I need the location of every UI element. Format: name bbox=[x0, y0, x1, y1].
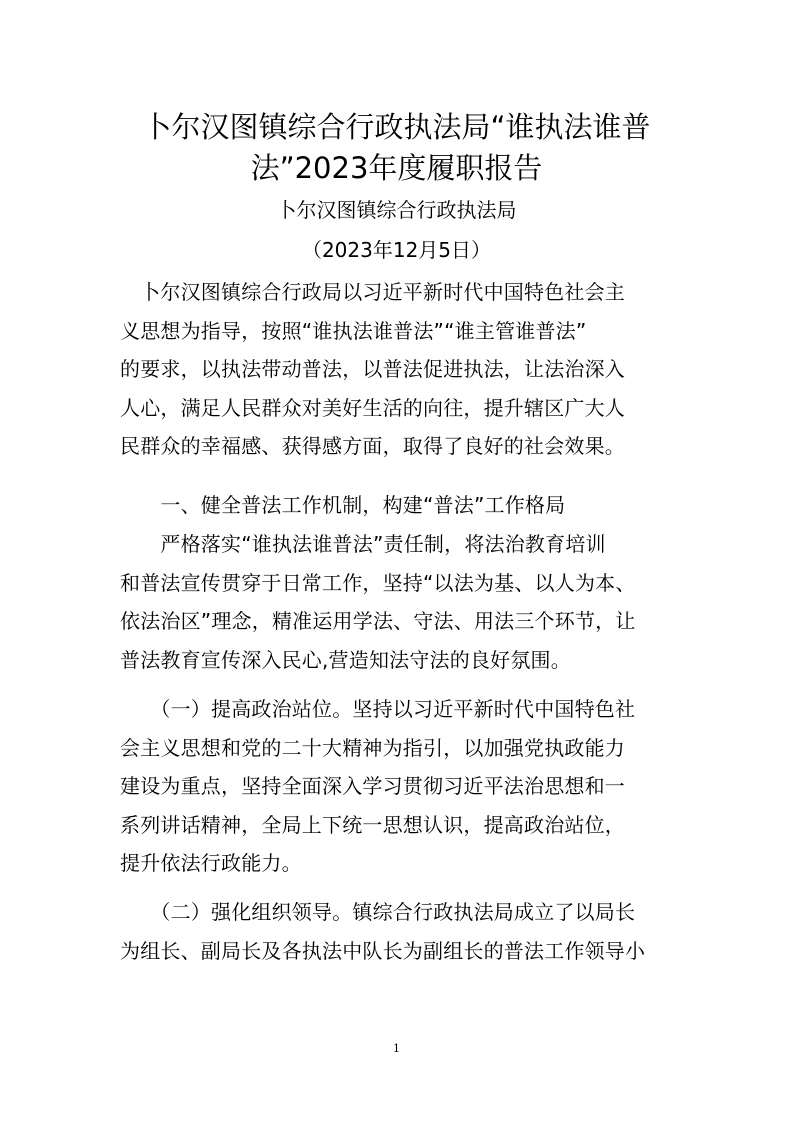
paragraph-intro bbox=[120, 273, 680, 466]
page-number: 1 bbox=[393, 1042, 400, 1055]
text-line: 普法教育宣传深入民心,营造知法守法的良好氛围。 bbox=[120, 647, 571, 672]
text-line: （一）提高政治站位。坚持以习近平新时代中国特色社 bbox=[120, 697, 636, 721]
text-line: 义思想为指导，按照“谁执法谁普法”“谁主管谁普法” bbox=[120, 318, 587, 343]
section-heading-1 bbox=[120, 486, 680, 525]
text-line: 为组长、副局长及各执法中队长为副组长的普法工作领导小 bbox=[120, 938, 646, 963]
paragraph-political-stance bbox=[120, 690, 680, 883]
report-date: （2023年12月5日） bbox=[301, 238, 492, 262]
text-line: 严格落实“谁执法谁普法”责任制，将法治教育培训 bbox=[120, 532, 606, 556]
text-line: 建设为重点，坚持全面深入学习贯彻习近平法治思想和一 bbox=[120, 774, 625, 798]
text-line: 民群众的幸福感、获得感方面，取得了良好的社会效果。 bbox=[120, 434, 625, 458]
text-line: 提升依法行政能力。 bbox=[120, 851, 302, 875]
section-heading-text: 一、健全普法工作机制，构建“普法”工作格局 bbox=[120, 493, 566, 517]
text-line: 依法治区”理念，精准运用学法、守法、用法三个环节，让 bbox=[120, 609, 636, 633]
issuing-agency: 卜尔汉图镇综合行政执法局 bbox=[276, 198, 517, 222]
paragraph-leadership bbox=[120, 893, 680, 970]
paragraph-responsibility bbox=[120, 525, 680, 679]
document-title-line-1: 卜尔汉图镇综合行政执法局“谁执法谁普 bbox=[142, 110, 651, 144]
text-line: 系列讲话精神，全局上下统一思想认识，提高政治站位， bbox=[120, 812, 625, 837]
text-line: 会主义思想和党的二十大精神为指引，以加强党执政能力 bbox=[120, 735, 625, 760]
text-line: 人心，满足人民群众对美好生活的向往，提升辖区广大人 bbox=[120, 395, 625, 420]
document-title-line-2: 法”2023年度履职报告 bbox=[250, 151, 543, 185]
text-line: 和普法宣传贯穿于日常工作，坚持“以法为基、以人为本、 bbox=[120, 570, 636, 595]
text-line: 的要求，以执法带动普法，以普法促进执法，让法治深入 bbox=[120, 357, 625, 381]
text-line: 卜尔汉图镇综合行政局以习近平新时代中国特色社会主 bbox=[120, 280, 625, 304]
text-line: （二）强化组织领导。镇综合行政执法局成立了以局长 bbox=[120, 900, 636, 924]
